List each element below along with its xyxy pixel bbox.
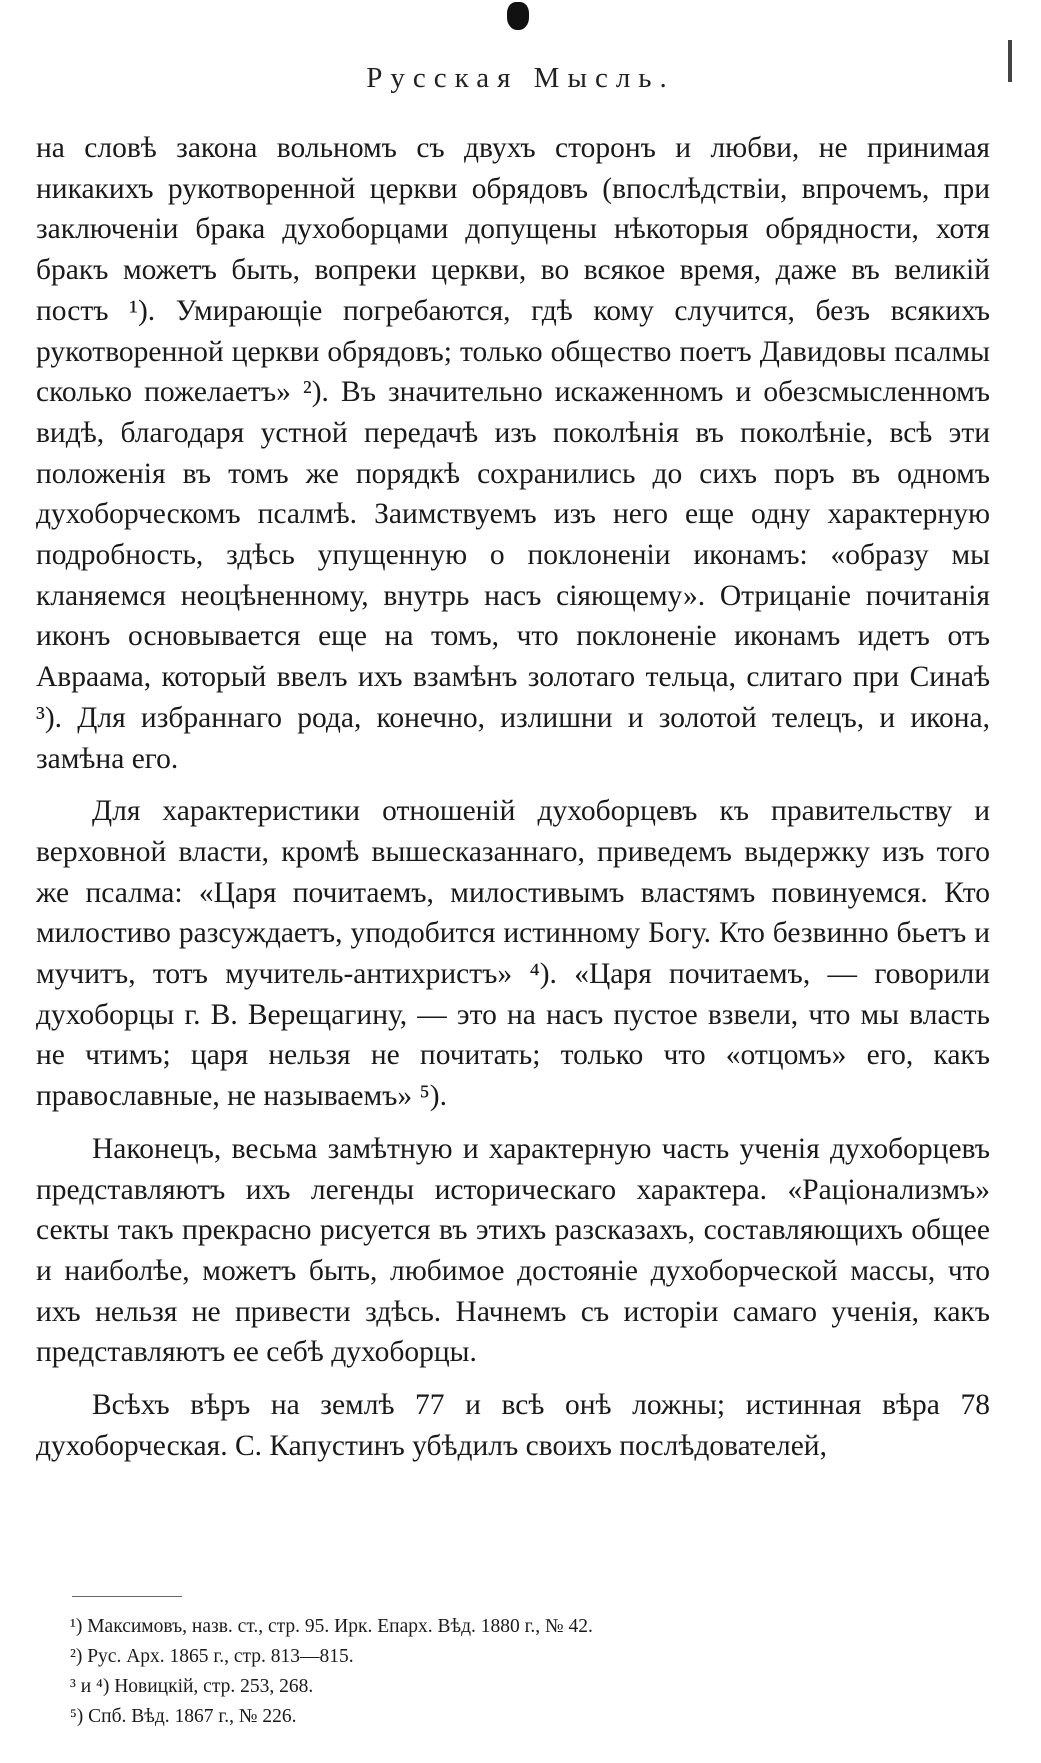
footnotes xyxy=(70,1612,970,1732)
running-head: Русская Мысль. xyxy=(366,62,675,94)
paragraph-1: на словѣ закона вольномъ съ двухъ сторонъ и любви, не принимая никакихъ рукотворенной церкви обрядовъ (впослѣдствіи, впрочемъ, при заключеніи брака духоборцами допущены нѣкоторыя обрядности, хотя бракъ можетъ быть, вопреки церкви, во всякое время, даже въ великій постъ ¹). Умирающіе погребаются, гдѣ кому случится, безъ всякихъ рукотворенной церкви обрядовъ; только общество поетъ Давидовы псалмы сколько пожелаетъ» ²). Въ значительно искаженномъ и обезсмысленномъ видѣ, благодаря устной передачѣ изъ поколѣнія въ поколѣніе, всѣ эти положенія въ томъ же порядкѣ сохранились до сихъ поръ въ одномъ духоборческомъ псалмѣ. Заимствуемъ изъ него еще одну характерную подробность, здѣсь упущенную о поклоненіи иконамъ: «образу мы кланяемся неоцѣненному, внутрь насъ сіяющему». Отрицаніе почитанія иконъ основывается еще на томъ, что поклоненіе иконамъ идетъ отъ Авраама, который ввелъ ихъ взамѣнъ золотаго тельца, слитаго при Синаѣ ³). Для избраннаго рода, конечно, излишни и золотой телецъ, и икона, замѣна его. xyxy=(36,132,990,775)
paragraph-2: Для характеристики отношеній духоборцевъ къ правительству и верховной власти, кромѣ вышесказаннаго, приведемъ выдержку изъ того же псалма: «Царя почитаемъ, милостивымъ властямъ повинуемся. Кто милостиво разсуждаетъ, уподобится истинному Богу. Кто безвинно бьетъ и мучитъ, тотъ мучитель-антихристъ» ⁴). «Царя почитаемъ, — говорили духоборцы г. В. Верещагину, — это на насъ пустое взвели, что мы власть не чтимъ; царя нельзя не почитать; только что «отцомъ» его, какъ православные, не называемъ» ⁵). xyxy=(36,795,990,1113)
ink-blot-mark xyxy=(507,2,529,30)
footnote-1: ¹) Максимовъ, назв. ст., стр. 95. Ирк. Епарх. Вѣд. 1880 г., № 42. xyxy=(70,1616,593,1637)
footnote-5: ⁵) Спб. Вѣд. 1867 г., № 226. xyxy=(70,1706,297,1727)
body-text xyxy=(36,128,990,1479)
footnote-3-4: ³ и ⁴) Новицкій, стр. 253, 268. xyxy=(70,1676,314,1697)
footnote-2: ²) Рус. Арх. 1865 г., стр. 813—815. xyxy=(70,1646,354,1667)
footnote-rule xyxy=(72,1596,182,1597)
paragraph-4: Всѣхъ вѣръ на землѣ 77 и всѣ онѣ ложны; истинная вѣра 78 духоборческая. С. Капустинъ убѣдилъ своихъ послѣдователей, xyxy=(36,1389,990,1462)
paragraph-3: Наконецъ, весьма замѣтную и характерную часть ученія духоборцевъ представляютъ ихъ легенды историческаго характера. «Раціонализмъ» секты такъ прекрасно рисуется въ этихъ разсказахъ, составляющихъ общее и наиболѣе, можетъ быть, любимое достояніе духоборческой массы, что ихъ нельзя не привести здѣсь. Начнемъ съ исторіи самаго ученія, какъ представляютъ ее себѣ духоборцы. xyxy=(36,1132,990,1369)
